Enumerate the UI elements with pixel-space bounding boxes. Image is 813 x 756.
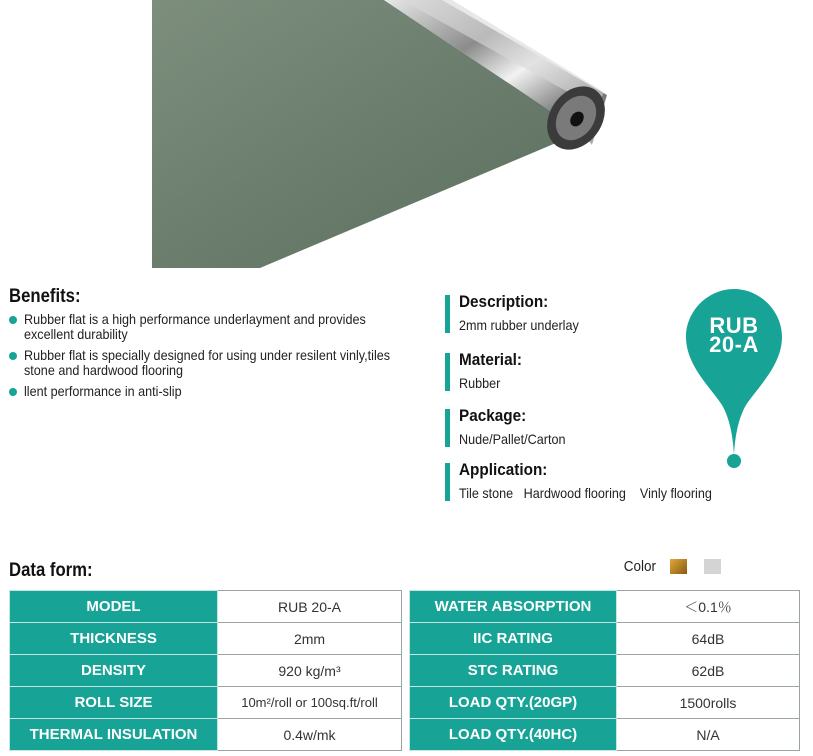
table-row [10,623,402,655]
table-row [410,687,800,719]
table-key: MODEL [10,591,218,623]
description-value: 2mm rubber underlay [459,317,579,333]
accent-bar [445,353,450,391]
table-row [10,655,402,687]
table-key: WATER ABSORPTION [410,591,617,623]
table-key: LOAD QTY.(40HC) [410,719,617,751]
table-value: 62dB [617,655,800,687]
benefit-item: llent performance in anti-slip [9,384,419,399]
table-value: 1500rolls [617,687,800,719]
product-image [152,0,607,270]
table-value: RUB 20-A [218,591,402,623]
package-title: Package: [459,406,527,425]
table-key: LOAD QTY.(20GP) [410,687,617,719]
table-value: 10m²/roll or 100sq.ft/roll [218,687,402,719]
benefit-item: Rubber flat is specially designed for using under resilent vinly,tiles stone and hardwood flooring [9,348,419,378]
application-title: Application: [459,460,548,479]
table-row [410,655,800,687]
bullet-dot-icon [9,388,17,396]
table-key: IIC RATING [410,623,617,655]
table-value: 2mm [218,623,402,655]
table-key: ROLL SIZE [10,687,218,719]
bullet-dot-icon [9,316,17,324]
table-value: ＜0.1％ [617,591,800,623]
table-row [10,687,402,719]
benefits-section [9,286,419,405]
table-key: THICKNESS [10,623,218,655]
color-legend [622,556,738,576]
table-row [410,719,800,751]
spec-table-left [9,590,402,751]
accent-bar [445,463,450,501]
table-row [10,591,402,623]
table-row [410,623,800,655]
benefit-list [9,312,419,399]
color-swatch-grey [704,559,721,574]
benefits-heading: Benefits: [9,286,81,307]
accent-bar [445,295,450,333]
description-title: Description: [459,292,549,311]
benefit-item: Rubber flat is a high performance underlayment and provides excellent durability [9,312,419,342]
material-value: Rubber [459,375,501,391]
table-value: 64dB [617,623,800,655]
accent-bar [445,409,450,447]
data-form-heading: Data form: [9,560,93,581]
model-badge [684,287,788,473]
bullet-dot-icon [9,352,17,360]
application-value: Tile stone Hardwood flooring Vinly flooring [459,485,712,501]
material-title: Material: [459,350,522,369]
spec-table-right [409,590,800,751]
package-value: Nude/Pallet/Carton [459,431,566,447]
color-swatch-gold [670,559,687,574]
table-key: STC RATING [410,655,617,687]
table-key: DENSITY [10,655,218,687]
badge-label [684,313,784,357]
badge-line-1: RUB [709,313,759,338]
table-value: N/A [617,719,800,751]
badge-line-2: 20-A [709,332,759,357]
table-value: 920 kg/m³ [218,655,402,687]
color-label: Color [623,557,657,575]
table-value: 0.4w/mk [218,719,402,751]
table-row [10,719,402,751]
table-key: THERMAL INSULATION [10,719,218,751]
table-row [410,591,800,623]
